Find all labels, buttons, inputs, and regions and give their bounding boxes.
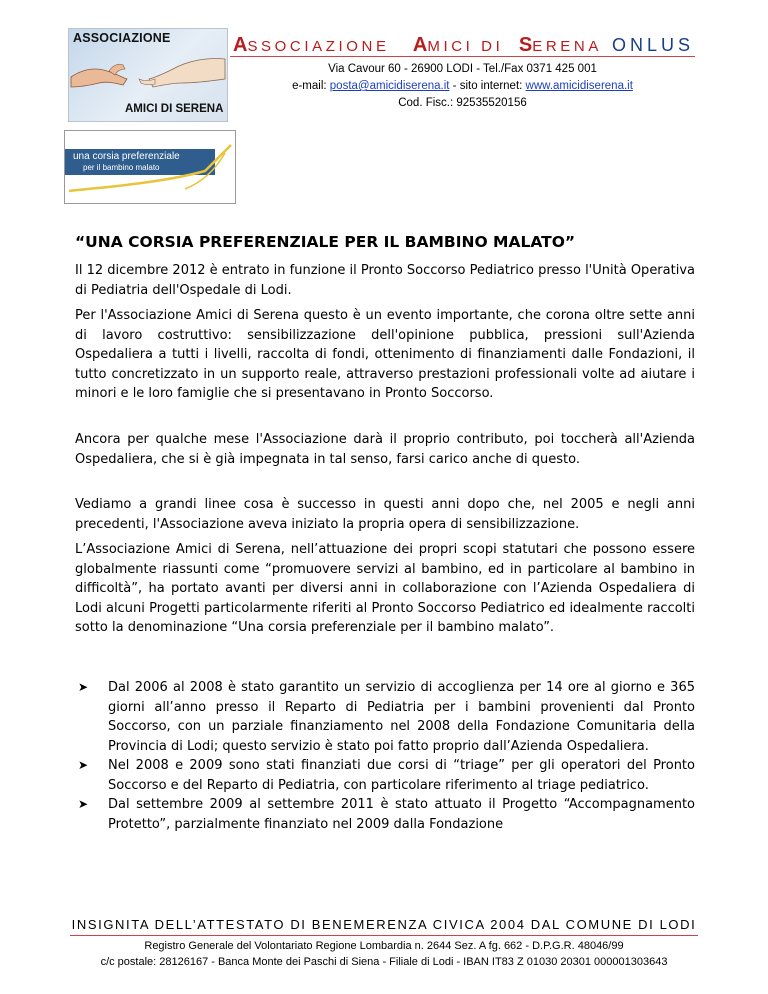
org-initial-3: S [518, 34, 533, 56]
project-badge [64, 130, 236, 204]
org-initial-1: A [233, 34, 248, 56]
paragraph-2: Per l'Associazione Amici di Serena questo è un evento importante, che corona oltre sette anni di lavoro costruttivo: sensibilizzazione dell'opinione pubblica, pressioni sull'Azienda Ospedaliera a tutti i livelli, raccolta di fondi, ottenimento di finanziamenti dalle Fondazioni, il tutto concretizzato in un supporto reale, attraverso prestazioni professionali volte ad aiutare i minori e le loro famiglie che si presentavano in Pronto Soccorso. [75, 308, 695, 401]
org-word-3: ERENA [532, 38, 602, 55]
footer-bank: c/c postale: 28126167 - Banca Monte dei Paschi di Siena - Filiale di Lodi - IBAN IT83 Z 01030 20301 000001303643 [100, 956, 668, 968]
header-address: Via Cavour 60 - 26900 LODI - Tel./Fax 0371 425 001 [328, 63, 597, 75]
list-item-text: Dal settembre 2009 al settembre 2011 è stato attuato il Progetto “Accompagnamento Protetto”, parzialmente finanziato nel 2009 dalla Fondazione [108, 797, 695, 832]
project-list [75, 678, 695, 834]
footer-registry: Registro Generale del Volontariato Regione Lombardia n. 2644 Sez. A fg. 662 - D.P.G.R. 48046/99 [144, 940, 624, 952]
arrow-bullet-icon: ➤ [78, 797, 89, 811]
logo-bottom-text: AMICI DI SERENA [125, 103, 224, 115]
paragraph-1: Il 12 dicembre 2012 è entrato in funzione il Pronto Soccorso Pediatrico presso l'Unità Operativa di Pediatria dell'Ospedale di Lodi. [75, 263, 695, 298]
badge-line-1: una corsia preferenziale [73, 151, 180, 162]
paragraph-4: Vediamo a grandi linee cosa è successo in questi anni dopo che, nel 2005 e negli anni precedenti, l'Associazione aveva iniziato la propria opera di sensibilizzazione. [75, 497, 695, 532]
document-title: “UNA CORSIA PREFERENZIALE PER IL BAMBINO MALATO” [75, 233, 576, 251]
arrow-bullet-icon: ➤ [78, 680, 89, 694]
list-item [75, 678, 695, 756]
organization-name [233, 34, 713, 57]
footer-divider [70, 935, 698, 936]
footer-title: INSIGNITA DELL’ATTESTATO DI BENEMERENZA CIVICA 2004 DAL COMUNE DI LODI [71, 917, 697, 932]
site-prefix: - sito internet: [449, 80, 526, 92]
email-prefix: e-mail: [292, 80, 330, 92]
paragraph-5: L’Associazione Amici di Serena, nell’attuazione dei propri scopi statutari che possono essere globalmente riassunti come “promuovere servizi al bambino, ed in particolare al bambino in difficoltà”, ha portato avanti per diversi anni in collaborazione con l’Azienda Ospedaliera di Lodi alcuni Progetti particolarmente riferiti al Pronto Soccorso Pediatrico ed idealmente raccolti sotto la denominazione “Una corsia preferenziale per il bambino malato”. [75, 542, 695, 635]
paragraph-3: Ancora per qualche mese l'Associazione darà il proprio contributo, poi toccherà all'Azienda Ospedaliera, che si è già impegnata in tal senso, farsi carico anche di questo. [75, 432, 695, 467]
website-link[interactable]: www.amicidiserena.it [525, 80, 633, 92]
list-item-text: Dal 2006 al 2008 è stato garantito un servizio di accoglienza per 14 ore al giorno e 365 giorni all’anno presso il Reparto di Pediatria per i bambini provenienti dal Pronto Soccorso, con un parziale finanziamento nel 2008 della Fondazione Comunitaria della Provincia di Lodi; questo servizio è stato poi fatto proprio dall’Azienda Ospedaliera. [108, 680, 695, 754]
email-link[interactable]: posta@amicidiserena.it [329, 80, 450, 92]
org-initial-2: A [412, 34, 428, 56]
header-contacts [230, 80, 695, 92]
hands-icon [69, 43, 227, 105]
badge-line-2: per il bambino malato [83, 163, 160, 172]
fiscal-code: Cod. Fisc.: 92535520156 [398, 97, 527, 109]
org-word-1: SSOCIAZIONE [247, 38, 390, 55]
header-divider [230, 56, 695, 57]
onlus-label: ONLUS [611, 35, 694, 55]
logo-top-text: ASSOCIAZIONE [73, 31, 171, 45]
list-item [75, 756, 695, 795]
arrow-bullet-icon: ➤ [78, 758, 89, 772]
association-logo [68, 28, 228, 122]
list-item [75, 795, 695, 834]
list-item-text: Nel 2008 e 2009 sono stati finanziati due corsi di “triage” per gli operatori del Pronto Soccorso e del Reparto di Pediatria, con particolare riferimento al triage pediatrico. [108, 758, 695, 793]
org-word-2: MICI DI [427, 38, 504, 55]
